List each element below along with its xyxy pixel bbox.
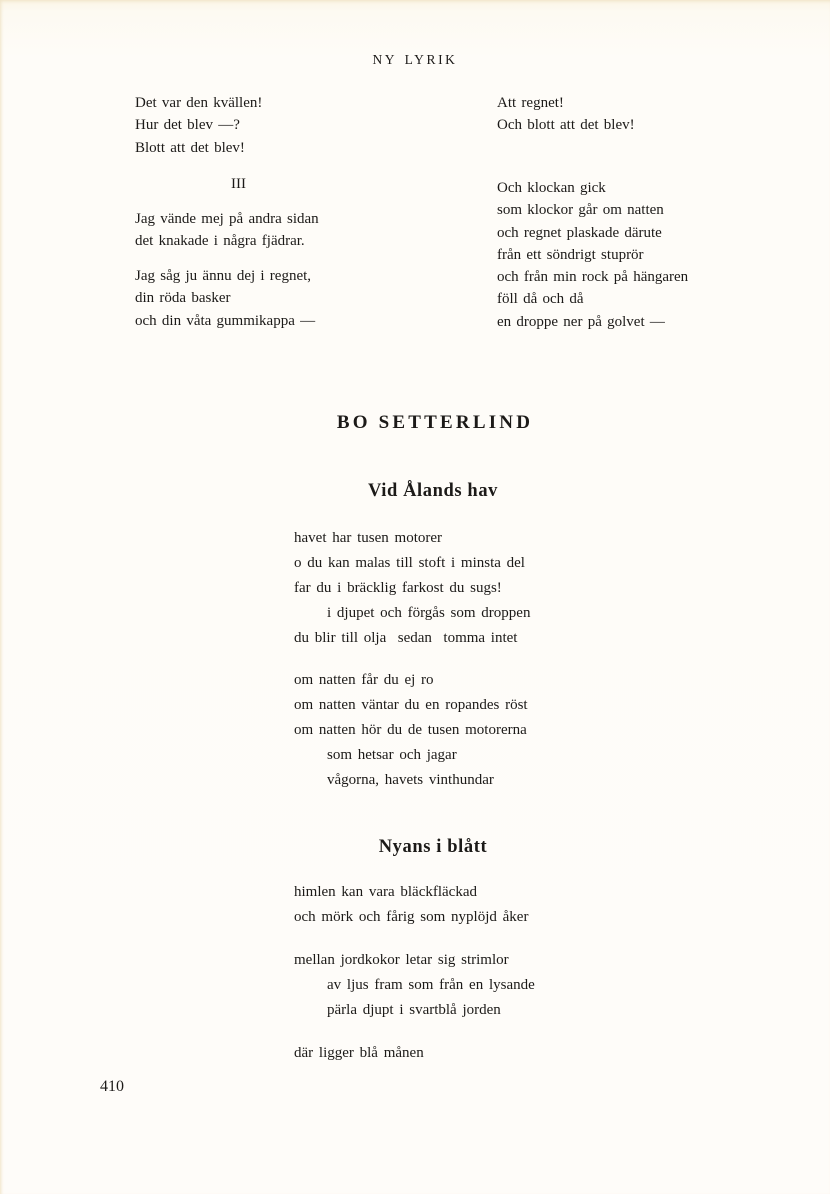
poem-stanza xyxy=(294,880,528,930)
verse-line: om natten får du ej ro xyxy=(294,672,434,688)
verse-line: och regnet plaskade därute xyxy=(497,224,662,241)
verse-line-indented: i djupet och förgås som droppen xyxy=(327,605,531,621)
prev-poem-top-right-stanza xyxy=(497,92,635,137)
verse-line-indented: av ljus fram som från en lysande xyxy=(327,977,535,993)
verse-line: Och blott att det blev! xyxy=(497,117,635,134)
verse-line: föll då och då xyxy=(497,291,584,308)
verse-line: en droppe ner på golvet — xyxy=(497,313,665,330)
prev-poem-top-left-stanza xyxy=(135,92,262,159)
section-number: III xyxy=(231,176,246,192)
verse-line: Jag såg ju ännu dej i regnet, xyxy=(135,268,312,284)
poem-stanza xyxy=(294,526,530,651)
prev-poem-left-stanza-2 xyxy=(135,265,315,332)
verse-line: himlen kan vara bläckfläckad xyxy=(294,884,477,900)
verse-line: din röda basker xyxy=(135,290,231,307)
verse-line: om natten väntar du en ropandes röst xyxy=(294,697,528,713)
verse-line: och från min rock på hängaren xyxy=(497,269,689,286)
poem-title: Vid Ålands hav xyxy=(367,481,499,501)
verse-line: mellan jordkokor letar sig strimlor xyxy=(294,952,509,968)
verse-line: Att regnet! xyxy=(497,95,564,111)
verse-line: Och klockan gick xyxy=(497,180,606,196)
verse-line: från ett söndrigt stuprör xyxy=(497,246,644,263)
verse-line: havet har tusen motorer xyxy=(294,530,443,546)
running-head: NY LYRIK xyxy=(372,52,458,67)
verse-line: far du i bräcklig farkost du sugs! xyxy=(294,580,502,596)
author-heading: BO SETTERLIND xyxy=(336,412,534,433)
verse-line: det knakade i några fjädrar. xyxy=(135,233,305,250)
verse-line: och mörk och fårig som nyplöjd åker xyxy=(294,909,529,925)
verse-line: Jag vände mej på andra sidan xyxy=(135,211,319,227)
prev-poem-right-stanza-1 xyxy=(497,177,688,333)
poem-stanza xyxy=(294,668,528,793)
verse-line: där ligger blå månen xyxy=(294,1045,424,1061)
verse-line: och din våta gummikappa — xyxy=(135,312,316,329)
poem-stanza xyxy=(294,1041,424,1066)
verse-line-indented: vågorna, havets vinthundar xyxy=(327,772,494,788)
verse-line: om natten hör du de tusen motorerna xyxy=(294,722,527,738)
poem-stanza xyxy=(294,948,535,1023)
verse-line: du blir till olja sedan tomma intet xyxy=(294,630,518,646)
verse-line: Det var den kvällen! xyxy=(135,95,263,111)
verse-line: o du kan malas till stoft i minsta del xyxy=(294,555,525,571)
verse-line: Blott att det blev! xyxy=(135,139,245,156)
prev-poem-left-stanza-1 xyxy=(135,208,319,253)
verse-line-indented: som hetsar och jagar xyxy=(327,747,457,763)
poem-title: Nyans i blått xyxy=(378,837,488,857)
verse-line: Hur det blev —? xyxy=(135,117,240,134)
verse-line: som klockor går om natten xyxy=(497,202,664,219)
verse-line-indented: pärla djupt i svartblå jorden xyxy=(327,1002,501,1018)
page-number: 410 xyxy=(100,1078,124,1095)
